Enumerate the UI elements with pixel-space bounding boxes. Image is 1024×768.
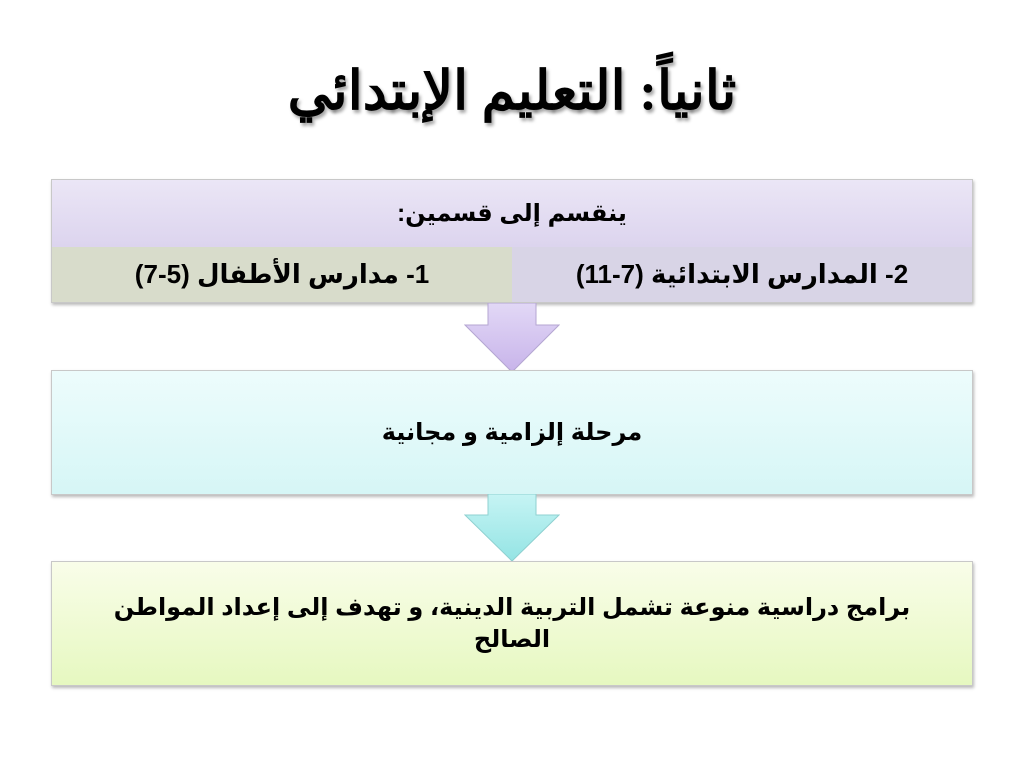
kindergarten-schools-cell: 1- مدارس الأطفال (5-7) — [52, 247, 512, 302]
slide-title: ثانياً: التعليم الإبتدائي — [287, 61, 737, 121]
down-arrow-1 — [464, 303, 560, 373]
top-box-header: ينقسم إلى قسمين: — [52, 180, 972, 247]
bottom-box: برامج دراسية منوعة تشمل التربية الدينية، و تهدف إلى إعداد المواطن الصالح — [51, 561, 973, 686]
primary-schools-cell: 2- المدارس الابتدائية (7-11) — [512, 247, 972, 302]
top-box — [51, 179, 973, 303]
middle-box: مرحلة إلزامية و مجانية — [51, 370, 973, 495]
down-arrow-2 — [464, 494, 560, 562]
